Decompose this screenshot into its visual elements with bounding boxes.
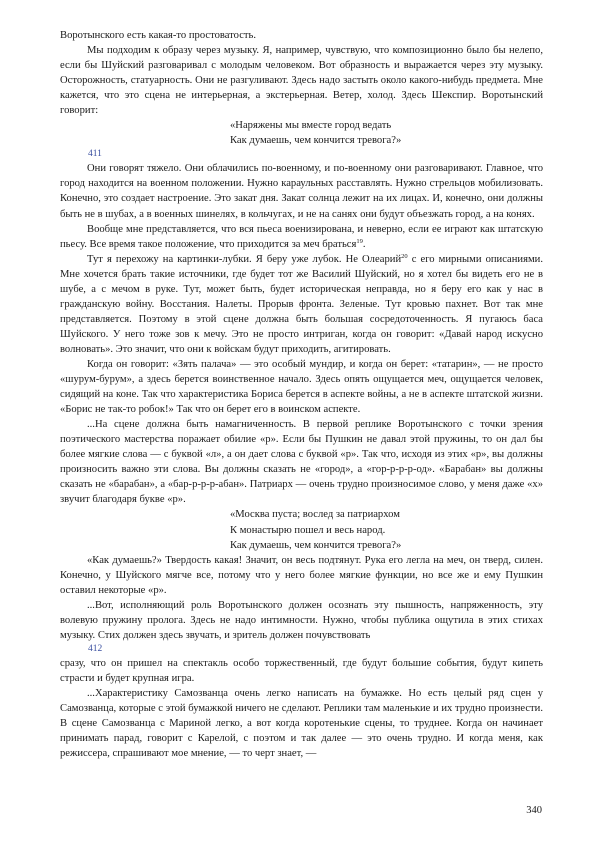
page-body	[60, 28, 543, 761]
paragraph-text: Вообще мне представляется, что вся пьеса военизирована, и неверно, если ее играют как штатскую пьесу. Все время такое положение, что приходится за меч браться	[60, 223, 543, 250]
paragraph	[60, 252, 543, 357]
paragraph: ...На сцене должна быть намагниченность. В первой реплике Воротынского с точки зрения поэтического мастерства поражает обилие «р». Если бы Пушкин не давал этой пружины, то он дал бы более мягкие слова — с буквой «л», а он дает слова с буквой «р». Так что, исходя из этих «р», вы должны произносить важно эти слова. Вы должны сказать не «город», а «гор-р-р-р-од». «Барабан» вы должны сказать не «барабан», а «бар-р-р-р-абан». Патриарх — очень трудно произносимое слово, у меня даже «х» звучит благодаря букве «р».	[60, 419, 543, 506]
paragraph: ...Характеристику Самозванца очень легко написать на бумажке. Но есть целый ряд сцен у Самозванца, которые с этой бумажкой ничего не сделают. Реплики там маленькие и их трудно произнести. В сцене Самозванца с Мариной легко, а вот когда коротенькие сцены, то труднее. Когда он начинает принимать парад, говорит с Карелой, с поэтом и так далее — это очень трудно. И когда меня, как режиссера, спрашивают мое мнение, — то черт знает, —	[60, 687, 543, 760]
page-marker: 411	[88, 149, 102, 160]
paragraph: Они говорят тяжело. Они облачились по-военному, и по-военному они разговаривают. Главное, что город находится на военном положении. Нужно караульных расставлять. Нужно стрельцов мобилизовать. Конечно, это создает настроение. Это закат дня. Закат солнца лежит на их лицах. И, конечно, они должны быть не в шубах, а в военных шинелях, в кольчугах, и не на санях они будут объезжать город, а на конях.	[60, 163, 543, 220]
paragraph: Мы подходим к образу через музыку. Я, например, чувствую, что композиционно было бы нелепо, если бы Шуйский разговаривал с молодым человеком. Вот образность и выражается через эту музыку. Осторожность, статуарность. Они не разгуливают. Здесь надо застыть около какого-нибудь предмета. Мне кажется, что это сцена не интерьерная, а экстерьерная. Ветер, холод. Здесь Шекспир. Воротынский говорит:	[60, 45, 543, 117]
paragraph	[60, 222, 543, 252]
paragraph: Когда он говорит: «Зять палача» — это особый мундир, и когда он берет: «татарин», — не просто «шурум-бурум», а здесь берется воинственное начало. Здесь опять ощущается меч, ощущается человек, сидящий на коне. Так что характеристика Бориса берется в аспекте войны, а не в аспекте штатской жизни. «Борис не так-то робок!» Так что он берет его в воинском аспекте.	[60, 358, 543, 416]
verse-line: К монастырю пошел и весь народ.	[230, 524, 386, 536]
paragraph-text-end: с его мирными описаниями. Мне хочется брать такие источники, где будет тот же Василий Шуйский, но я хотел бы видеть его не в шубе, а с мечом в руке. Тут, может быть, будет историческая неправда, но я беру его как у нас в гражданскую войну. Восстания. Налеты. Прорыв фронта. Зеленые. Тут кровью пахнет. Вот так мне представляется. Поэтому в этой сцене должна быть большая сосредоточенность. Я пугаюсь баса Шуйского. У него тоже зов к мечу. Это не просто интриган, когда он говорит: «Давай народ искусно волновать». Это значит, что они к войскам будут приходить, агитировать.	[60, 253, 543, 355]
paragraph-text: Тут я перехожу на картинки-лубки. Я беру уже лубок. Не Олеарий	[87, 253, 402, 265]
verse-line: Как думаешь, чем кончится тревога?»	[230, 539, 402, 551]
footnote-ref[interactable]: 20	[401, 252, 408, 260]
paragraph-text-end: .	[362, 238, 366, 250]
page-marker: 412	[88, 643, 103, 654]
paragraph: Воротынского есть какая-то простоватость.	[60, 30, 257, 41]
verse-line: «Наряжены мы вместе город ведать	[230, 120, 392, 132]
footnote-ref[interactable]: 19	[356, 237, 363, 245]
paragraph: ...Вот, исполняющий роль Воротынского должен осознать эту пышность, напряженность, эту волевую пружину пролога. Здесь не надо интимности. Нужно, чтобы публика ощутила в этих стихах музыку. Стих должен здесь звучать, и зритель должен почувствовать	[60, 599, 543, 641]
verse-line: Как думаешь, чем кончится тревога?»	[230, 135, 402, 147]
paragraph: «Как думаешь?» Твердость какая! Значит, он весь подтянут. Рука его легла на меч, он тверд, силен. Конечно, у Шуйского мягче все, потому что у него более мягкие функции, но все же и ему Пушкин оставил некоторые «р».	[60, 554, 543, 596]
paragraph: сразу, что он пришел на спектакль особо торжественный, где будут большие события, будут кипеть страсти и будет крупная игра.	[60, 657, 543, 684]
page-number: 340	[526, 805, 542, 816]
verse-line: «Москва пуста; вослед за патриархом	[230, 509, 400, 521]
